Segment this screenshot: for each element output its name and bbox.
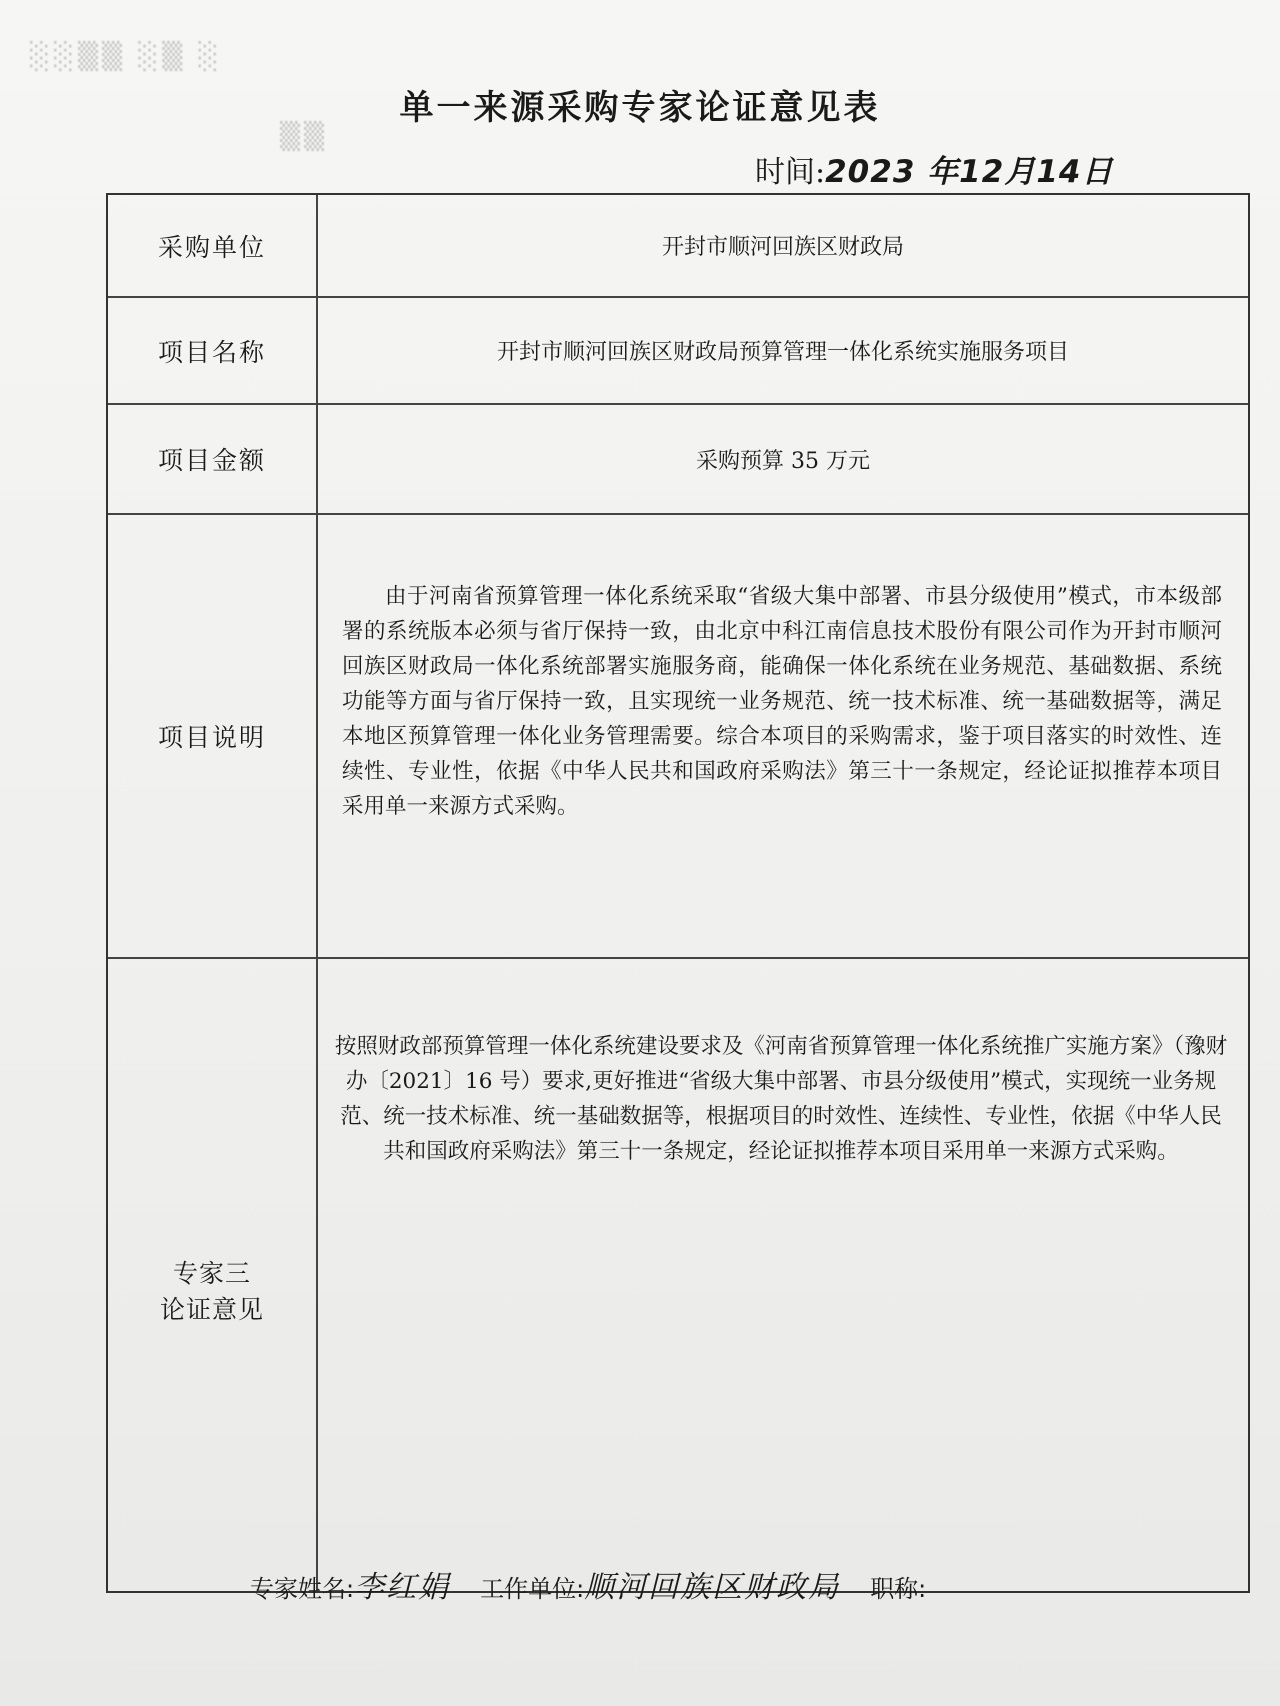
project-name-value: 开封市顺河回族区财政局预算管理一体化系统实施服务项目 bbox=[496, 340, 1069, 365]
expert-opinion-label-line2: 论证意见 bbox=[159, 1295, 264, 1324]
procurement-unit-value: 开封市顺河回族区财政局 bbox=[661, 235, 904, 260]
date-label: 时间: bbox=[755, 155, 826, 190]
row-expert-opinion bbox=[108, 959, 1248, 1591]
project-name-label: 项目名称 bbox=[108, 298, 318, 403]
project-description-text: 由于河南省预算管理一体化系统采取“省级大集中部署、市县分级使用”模式，市本级部署的系统版本必须与省厅保持一致，由北京中科江南信息技术股份有限公司作为开封市顺河回族区财政局一体化系统部署实施服务商，能确保一体化系统在业务规范、基础数据、系统功能等方面与省厅保持一致，且实现统一业务规范、统一技术标准、统一基础数据等，满足本地区预算管理一体化业务管理需要。综合本项目的采购需求，鉴于项目落实的时效性、连续性、专业性，依据《中华人民共和国政府采购法》第三十一条规定，经论证拟推荐本项目采用单一来源方式采购。 bbox=[342, 584, 1222, 819]
expert-opinion-cell bbox=[318, 959, 1248, 1591]
form-title: 单一来源采购专家论证意见表 bbox=[399, 88, 881, 128]
work-unit-handwritten: 顺河回族区财政局 bbox=[584, 1570, 841, 1605]
row-project-description bbox=[108, 515, 1248, 959]
row-procurement-unit bbox=[108, 195, 1248, 298]
job-title-label: 职称: bbox=[870, 1575, 927, 1603]
bleed-through-text-2: ▒▒ bbox=[280, 122, 328, 152]
expert-name-signature: 李红娟 bbox=[354, 1570, 451, 1605]
project-description-label: 项目说明 bbox=[108, 515, 318, 957]
expert-name-label: 专家姓名: bbox=[250, 1575, 355, 1603]
date-value: 2023 年12月14日 bbox=[825, 154, 1114, 190]
procurement-unit-label: 采购单位 bbox=[108, 195, 318, 296]
date-line bbox=[755, 146, 1113, 191]
project-amount-label: 项目金额 bbox=[108, 405, 318, 513]
form-table bbox=[106, 193, 1250, 1593]
bleed-through-text: ░░▒▒ ░▒ ░ bbox=[30, 42, 223, 72]
signature-line bbox=[250, 1562, 926, 1606]
row-project-name bbox=[108, 298, 1248, 405]
project-description-cell bbox=[318, 515, 1248, 957]
work-unit-label: 工作单位: bbox=[480, 1575, 585, 1603]
expert-opinion-label-line1: 专家三 bbox=[172, 1259, 251, 1288]
expert-opinion-label bbox=[108, 959, 318, 1591]
project-amount-value: 采购预算 35 万元 bbox=[696, 448, 870, 474]
row-project-amount bbox=[108, 405, 1248, 515]
expert-opinion-text: 按照财政部预算管理一体化系统建设要求及《河南省预算管理一体化系统推广实施方案》（豫财办〔2021〕16 号）要求,更好推进“省级大集中部署、市县分级使用”模式，实现统一业务规范、统一技术标准、统一基础数据等，根据项目的时效性、连续性、专业性，依据《中华人民共和国政府采购法》第三十一条规定，经论证拟推荐本项目采用单一来源方式采购。 bbox=[334, 1034, 1228, 1164]
